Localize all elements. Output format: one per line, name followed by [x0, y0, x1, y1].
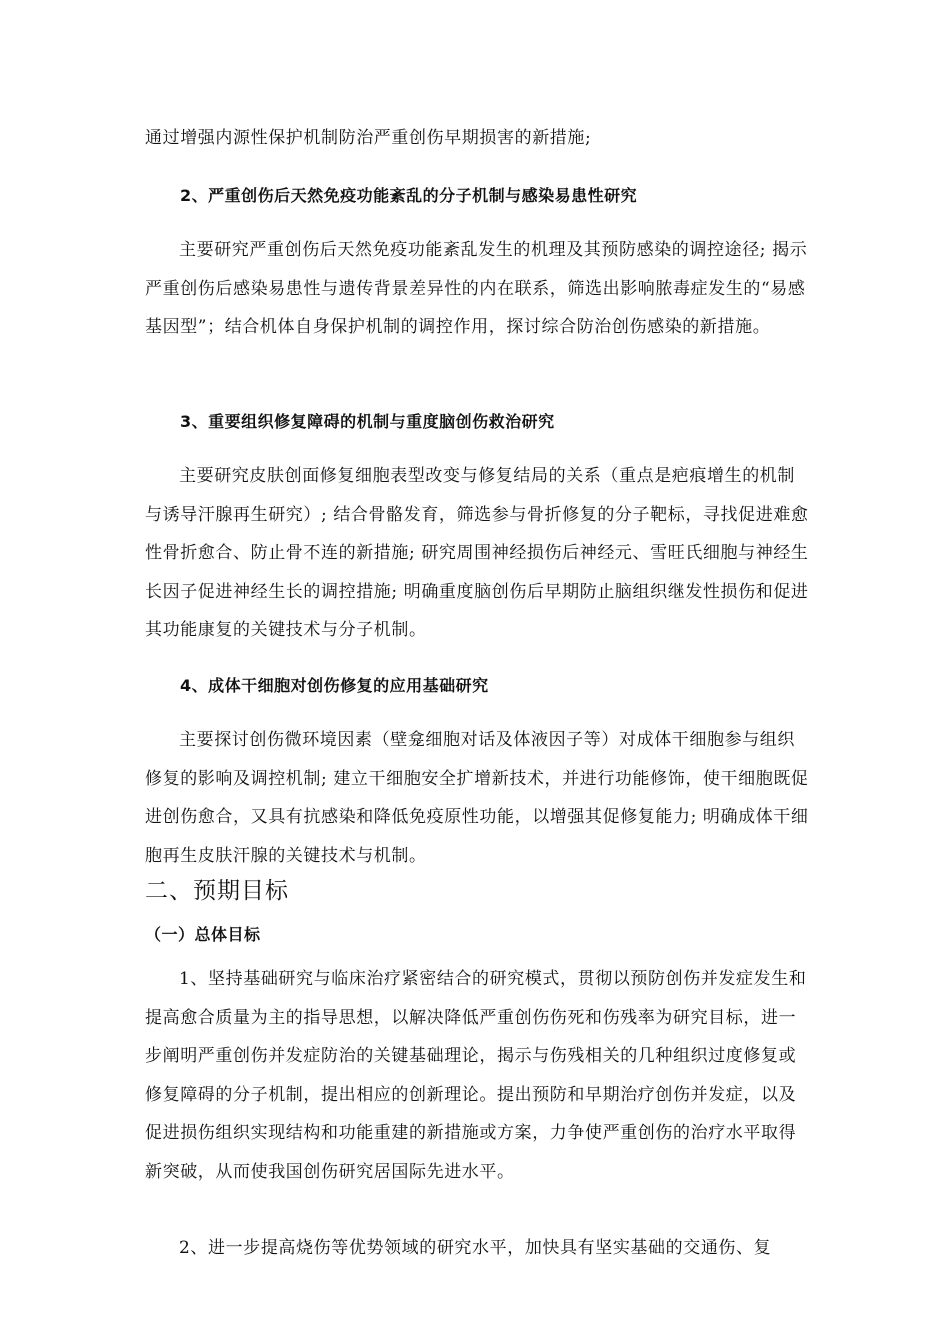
paragraph-topic-2: 主要研究严重创伤后天然免疫功能紊乱发生的机理及其预防感染的调控途径; 揭示严重创伤后感染易患性与遗传背景差异性的内在联系，筛选出影响脓毒症发生的“易感基因型”；结合机体自身保护机制的调控作用，探讨综合防治创伤感染的新措施。 [145, 240, 808, 337]
goal-paragraph-1: 1、坚持基础研究与临床治疗紧密结合的研究模式，贯彻以预防创伤并发症发生和提高愈合质量为主的指导思想，以解决降低严重创伤伤死和伤残率为研究目标，进一步阐明严重创伤并发症防治的关键基础理论，揭示与伤残相关的几种组织过度修复或修复障碍的分子机制，提出相应的创新理论。提出预防和早期治疗创伤并发症，以及促进损伤组织实现结构和功能重建的新措施或方案，力争使严重创伤的治疗水平取得新突破，从而使我国创伤研究居国际先进水平。 [145, 969, 807, 1182]
heading-topic-2: 2、严重创伤后天然免疫功能紊乱的分子机制与感染易患性研究 [180, 186, 638, 205]
subsection-title: （一）总体目标 [145, 925, 261, 944]
paragraph-continuation: 通过增强内源性保护机制防治严重创伤早期损害的新措施; [145, 128, 592, 148]
goal-paragraph-2: 2、进一步提高烧伤等优势领域的研究水平，加快具有坚实基础的交通伤、复 [179, 1238, 772, 1258]
paragraph-topic-3: 主要研究皮肤创面修复细胞表型改变与修复结局的关系（重点是疤痕增生的机制与诱导汗腺再生研究）; 结合骨骼发育，筛选参与骨折修复的分子靶标，寻找促进难愈性骨折愈合、防止骨不连的新措施; 研究周围神经损伤后神经元、雪旺氏细胞与神经生长因子促进神经生长的调控措施; 明确重度脑创伤后早期防止脑组织继发性损伤和促进其功能康复的关键技术与分子机制。 [145, 466, 809, 640]
heading-topic-4: 4、成体干细胞对创伤修复的应用基础研究 [180, 676, 489, 695]
section-title: 二、预期目标 [145, 878, 289, 904]
heading-topic-3: 3、重要组织修复障碍的机制与重度脑创伤救治研究 [180, 412, 555, 431]
paragraph-topic-4: 主要探讨创伤微环境因素（壁龛细胞对话及体液因子等）对成体干细胞参与组织修复的影响及调控机制; 建立干细胞安全扩增新技术，并进行功能修饰，使干细胞既促进创伤愈合，又具有抗感染和降低免疫原性功能，以增强其促修复能力; 明确成体干细胞再生皮肤汗腺的关键技术与机制。 [145, 730, 809, 866]
